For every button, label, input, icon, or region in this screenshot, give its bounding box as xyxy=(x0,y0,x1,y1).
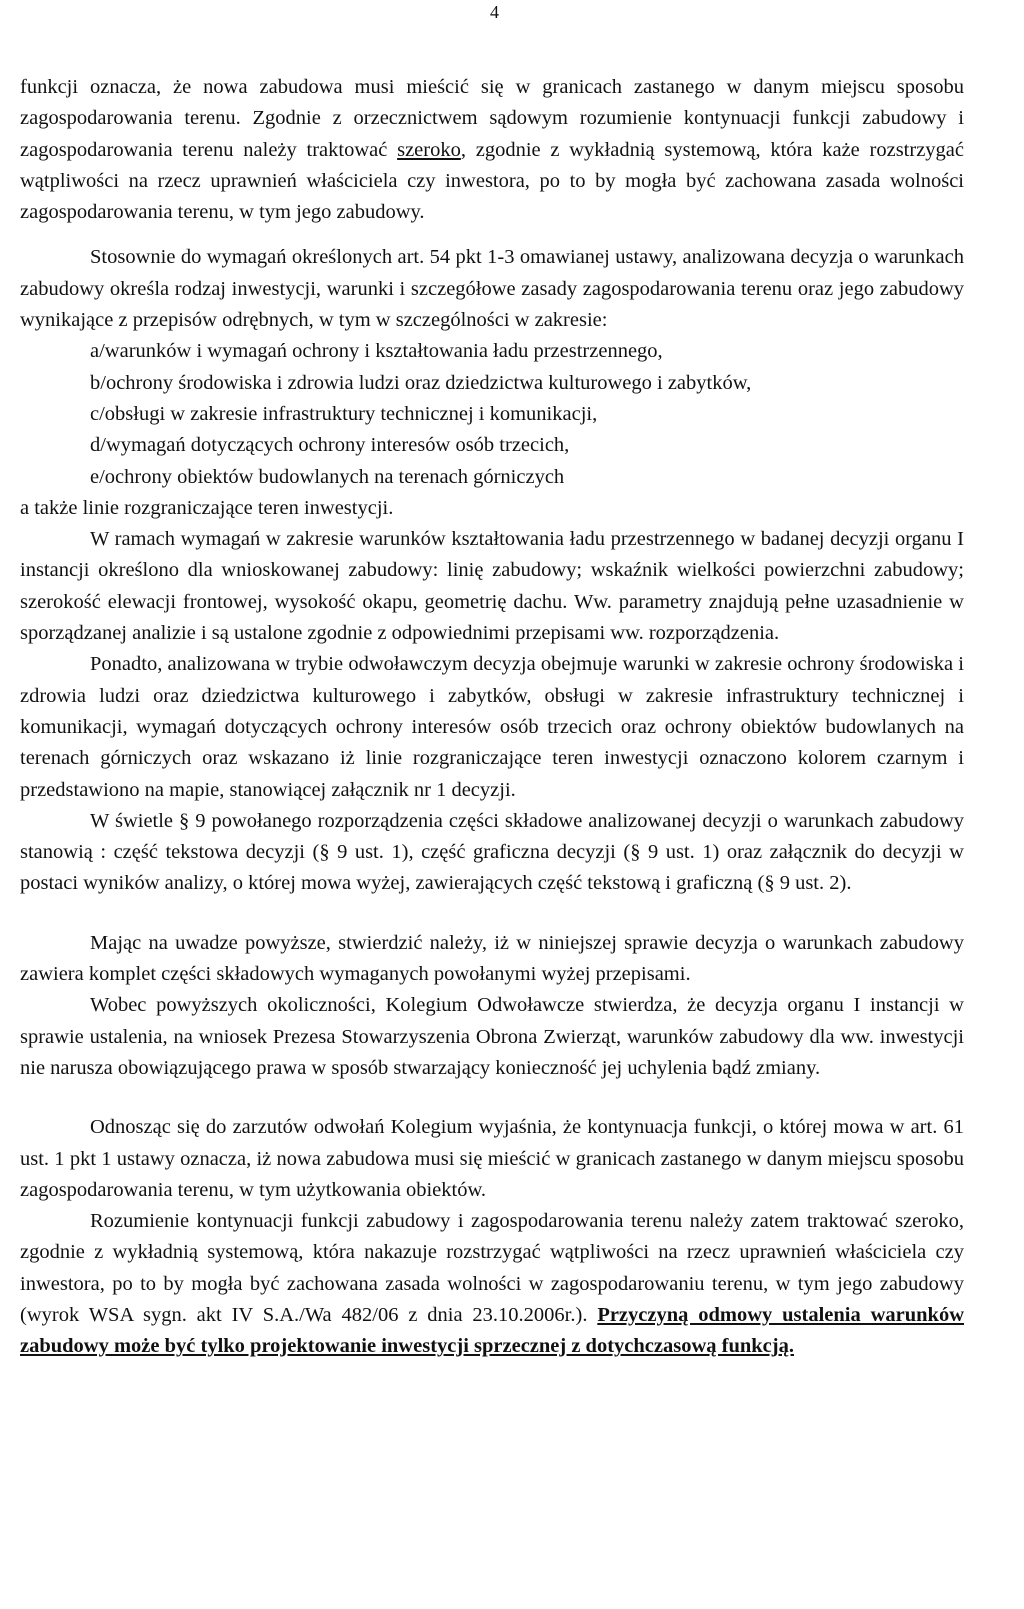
spacer xyxy=(20,900,964,928)
paragraph-appeals: Odnosząc się do zarzutów odwołań Kolegium wyjaśnia, że kontynuacja funkcji, o której mowa w art. 61 ust. 1 pkt 1 ustawy oznacza, iż nowa zabudowa musi się mieścić w granicach zastanego w danym miejscu sposobu zagospodarowania terenu, w tym użytkowania obiektów. xyxy=(20,1116,964,1201)
page-number: 4 xyxy=(490,2,499,22)
paragraph-spatial-order: W ramach wymagań w zakresie warunków kształtowania ładu przestrzennego w badanej decyzji organu I instancji określono dla wnioskowanej zabudowy: linię zabudowy; wskaźnik wielkości powierzchni zabudowy; szerokość elewacji frontowej, wysokość okapu, geometrię dachu. Ww. parametry znajdują pełne uzasadnienie w sporządzanej analizie i są ustalone zgodnie z odpowiednimi przepisami ww. rozporządzenia. xyxy=(20,528,964,645)
document-body xyxy=(20,72,964,1363)
paragraph-college-finding: Wobec powyższych okoliczności, Kolegium Odwoławcze stwierdza, że decyzja organu I instancji w sprawie ustalenia, na wniosek Prezesa Stowarzyszenia Obrona Zwierząt, warunków zabudowy dla ww. inwestycji nie narusza obowiązującego prawa w sposób stwarzający konieczność jej uchylenia bądź zmiany. xyxy=(20,994,964,1079)
list-item: d/wymagań dotyczących ochrony interesów osób trzecich, xyxy=(90,434,570,457)
paragraph-text: funkcji oznacza, że nowa zabudowa musi mieścić się w granicach zastanego w danym miejscu sposobu zagospodarowania terenu. Zgodnie z orzecznictwem sądowym rozumienie kontynuacji funkcji zabudowy i zagospodarowania terenu należy traktować xyxy=(20,76,964,161)
paragraph-text: , zgodnie z wykładnią systemową, która każe rozstrzygać wątpliwości na rzecz uprawnień właściciela czy inwestora, po to by mogła być zachowana zasada wolności zagospodarowania terenu, w tym jego zabudowy. xyxy=(20,138,964,224)
paragraph-lines: a także linie rozgraniczające teren inwestycji. xyxy=(20,496,394,519)
paragraph-continuation xyxy=(20,72,964,228)
paragraph-text: Rozumienie kontynuacji funkcji zabudowy i zagospodarowania terenu należy zatem traktować szeroko, zgodnie z wykładnią systemową, która nakazuje rozstrzygać wątpliwości na rzecz uprawnień właściciela czy inwestora, po to by mogła być zachowana zasada wolności w zagospodarowaniu terenu, w tym jego zabudowy (wyrok WSA sygn. akt IV S.A./Wa 482/06 z dnia 23.10.2006r.). xyxy=(20,1210,964,1326)
list-item: e/ochrony obiektów budowlanych na terenach górniczych xyxy=(90,465,565,488)
underlined-word: szeroko xyxy=(397,138,461,161)
bold-underlined-sentence: Przyczyną odmowy ustalenia warunków zabudowy może być tylko projektowanie inwestycji sprzecznej z dotychczasową funkcją. xyxy=(20,1303,964,1358)
paragraph-requirements: Stosownie do wymagań określonych art. 54 pkt 1-3 omawianej ustawy, analizowana decyzja o warunkach zabudowy określa rodzaj inwestycji, warunki i szczegółowe zasady zagospodarowania terenu oraz jego zabudowy wynikające z przepisów odrębnych, w tym w szczególności w zakresie: xyxy=(20,246,964,332)
list-item: c/obsługi w zakresie infrastruktury technicznej i komunikacji, xyxy=(90,402,598,425)
paragraph-interpretation xyxy=(20,1206,964,1362)
paragraph-conclusion: Mając na uwadze powyższe, stwierdzić należy, iż w niniejszej sprawie decyzja o warunkach zabudowy zawiera komplet części składowych wymaganych powołanymi wyżej przepisami. xyxy=(20,931,964,986)
paragraph-moreover: Ponadto, analizowana w trybie odwoławczym decyzja obejmuje warunki w zakresie ochrony środowiska i zdrowia ludzi oraz dziedzictwa kulturowego i zabytków, obsługi w zakresie infrastruktury technicznej i komunikacji, wymagań dotyczących ochrony interesów osób trzecich oraz ochrony obiektów budowlanych na terenach górniczych oraz wskazano iż linie rozgraniczające teren inwestycji oznaczono kolorem czarnym i przedstawiono na mapie, stanowiącej załącznik nr 1 decyzji. xyxy=(20,653,964,801)
list-item: b/ochrony środowiska i zdrowia ludzi oraz dziedzictwa kulturowego i zabytków, xyxy=(90,371,752,394)
paragraph-section-9: W świetle § 9 powołanego rozporządzenia części składowe analizowanej decyzji o warunkach zabudowy stanowią : część tekstowa decyzji (§ 9 ust. 1), część graficzna decyzji (§ 9 ust. 1) oraz załącznik do decyzji w postaci wyników analizy, o której mowa wyżej, zawierających część tekstową i graficzną (§ 9 ust. 2). xyxy=(20,809,964,895)
spacer xyxy=(20,1084,964,1112)
list-item: a/warunków i wymagań ochrony i kształtowania ładu przestrzennego, xyxy=(90,340,663,363)
spacer xyxy=(20,228,964,242)
